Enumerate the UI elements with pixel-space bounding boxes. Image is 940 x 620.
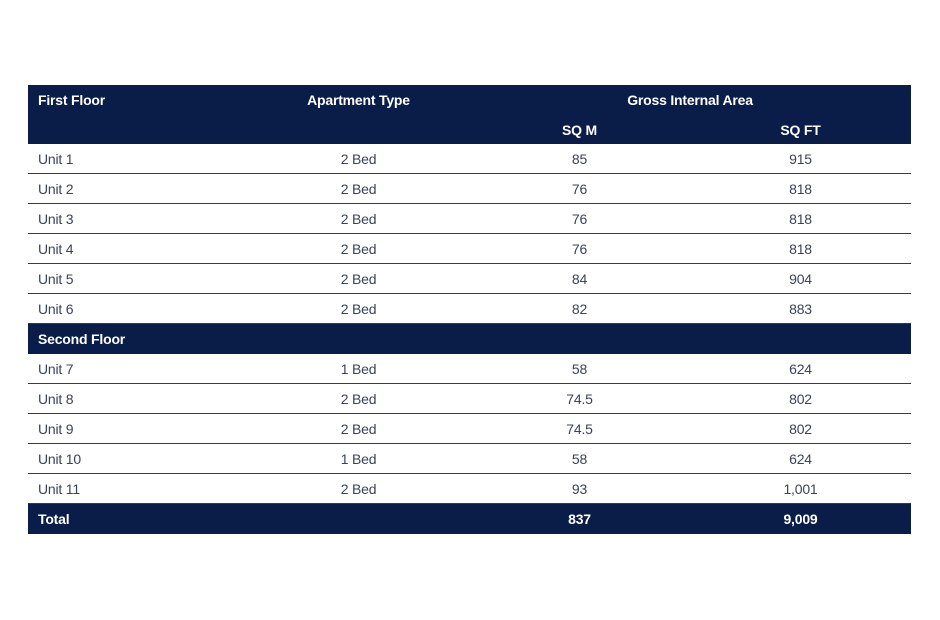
area-sqft: 624: [690, 444, 911, 474]
apartment-type: 2 Bed: [248, 384, 469, 414]
area-sqm: 84: [469, 264, 690, 294]
apartment-type: 1 Bed: [248, 444, 469, 474]
total-label: Total: [28, 504, 248, 535]
total-empty: [248, 504, 469, 535]
header-row: [28, 85, 911, 115]
table-row: [28, 264, 911, 294]
unit-name: Unit 1: [28, 144, 248, 174]
area-sqft: 818: [690, 204, 911, 234]
apartment-type: 2 Bed: [248, 204, 469, 234]
unit-name: Unit 4: [28, 234, 248, 264]
unit-name: Unit 10: [28, 444, 248, 474]
table-row: [28, 204, 911, 234]
area-sqft: 904: [690, 264, 911, 294]
apartment-type: 1 Bed: [248, 354, 469, 384]
table-row: [28, 234, 911, 264]
table-row: [28, 474, 911, 504]
header-empty: [28, 115, 248, 144]
table-row: [28, 144, 911, 174]
area-sqm: 93: [469, 474, 690, 504]
header-sqm: SQ M: [469, 115, 690, 144]
area-sqm: 76: [469, 204, 690, 234]
unit-name: Unit 6: [28, 294, 248, 324]
area-sqft: 818: [690, 174, 911, 204]
apartment-type: 2 Bed: [248, 174, 469, 204]
area-sqm: 85: [469, 144, 690, 174]
table-row: [28, 174, 911, 204]
section-row-second-floor: [28, 324, 911, 355]
header-apartment-type: Apartment Type: [248, 85, 469, 115]
apartment-type: 2 Bed: [248, 264, 469, 294]
area-schedule-table: [28, 85, 911, 534]
total-sqm: 837: [469, 504, 690, 535]
total-row: [28, 504, 911, 535]
apartment-type: 2 Bed: [248, 414, 469, 444]
area-sqm: 58: [469, 354, 690, 384]
area-sqft: 1,001: [690, 474, 911, 504]
table-row: [28, 444, 911, 474]
header-gross-internal-area: Gross Internal Area: [469, 85, 911, 115]
header-empty: [248, 115, 469, 144]
total-sqft: 9,009: [690, 504, 911, 535]
area-sqft: 802: [690, 414, 911, 444]
area-sqm: 76: [469, 234, 690, 264]
area-sqm: 76: [469, 174, 690, 204]
area-sqm: 74.5: [469, 384, 690, 414]
apartment-type: 2 Bed: [248, 474, 469, 504]
table-row: [28, 354, 911, 384]
area-sqft: 802: [690, 384, 911, 414]
header-sqft: SQ FT: [690, 115, 911, 144]
table-row: [28, 384, 911, 414]
table-row: [28, 294, 911, 324]
unit-name: Unit 11: [28, 474, 248, 504]
header-first-floor: First Floor: [28, 85, 248, 115]
area-sqm: 58: [469, 444, 690, 474]
unit-name: Unit 8: [28, 384, 248, 414]
area-sqm: 74.5: [469, 414, 690, 444]
unit-name: Unit 2: [28, 174, 248, 204]
unit-name: Unit 7: [28, 354, 248, 384]
apartment-type: 2 Bed: [248, 294, 469, 324]
unit-name: Unit 5: [28, 264, 248, 294]
area-sqft: 818: [690, 234, 911, 264]
header-subrow: [28, 115, 911, 144]
apartment-type: 2 Bed: [248, 234, 469, 264]
unit-name: Unit 3: [28, 204, 248, 234]
area-sqft: 624: [690, 354, 911, 384]
unit-name: Unit 9: [28, 414, 248, 444]
apartment-type: 2 Bed: [248, 144, 469, 174]
area-sqft: 915: [690, 144, 911, 174]
table-row: [28, 414, 911, 444]
area-sqft: 883: [690, 294, 911, 324]
area-sqm: 82: [469, 294, 690, 324]
section-label: Second Floor: [28, 324, 911, 355]
